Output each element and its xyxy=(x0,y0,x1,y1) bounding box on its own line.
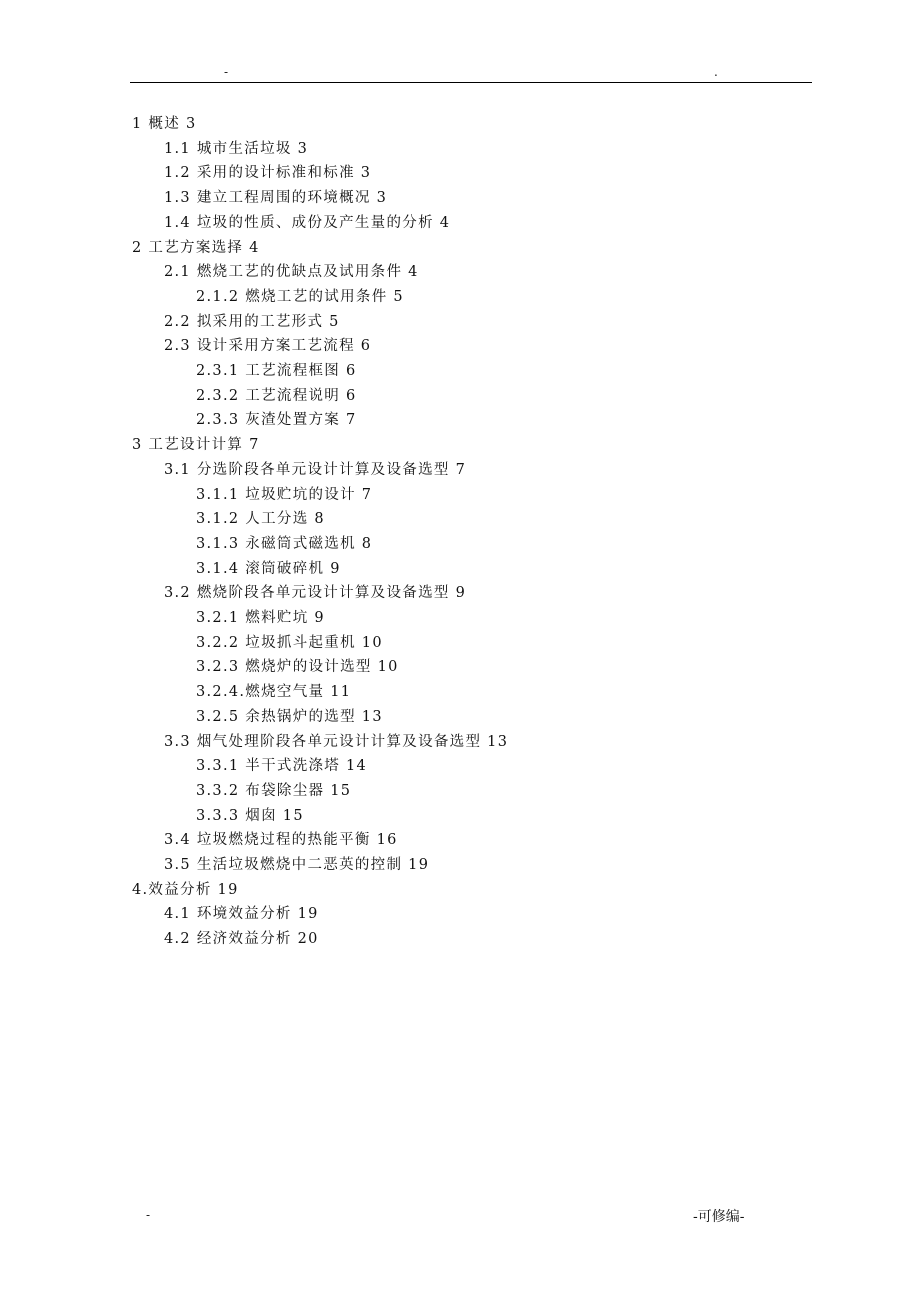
toc-entry[interactable]: 2.3.2 工艺流程说明 6 xyxy=(196,388,357,404)
toc-entry[interactable]: 3.2.1 燃料贮坑 9 xyxy=(196,610,325,626)
toc-entry[interactable]: 3.1.3 永磁筒式磁选机 8 xyxy=(196,536,373,552)
toc-entry[interactable]: 2.1 燃烧工艺的优缺点及试用条件 4 xyxy=(164,264,419,280)
toc-entry[interactable]: 4.1 环境效益分析 19 xyxy=(164,906,319,922)
toc-entry[interactable]: 3.2.4.燃烧空气量 11 xyxy=(196,684,352,700)
toc-entry[interactable]: 3.2.2 垃圾抓斗起重机 10 xyxy=(196,635,383,651)
toc-entry[interactable]: 4.效益分析 19 xyxy=(132,882,239,898)
toc-entry[interactable]: 3 工艺设计计算 7 xyxy=(132,437,260,453)
footer-text-right: -可修编- xyxy=(693,1209,745,1225)
toc-entry[interactable]: 1 概述 3 xyxy=(132,116,197,132)
header-mark-right: . xyxy=(714,65,718,79)
toc-entry[interactable]: 3.2 燃烧阶段各单元设计计算及设备选型 9 xyxy=(164,585,467,601)
toc-entry[interactable]: 3.1.4 滚筒破碎机 9 xyxy=(196,561,341,577)
header-rule xyxy=(130,82,812,83)
toc-entry[interactable]: 3.3 烟气处理阶段各单元设计计算及设备选型 13 xyxy=(164,734,509,750)
toc-entry[interactable]: 2.3.3 灰渣处置方案 7 xyxy=(196,412,357,428)
toc-entry[interactable]: 2.2 拟采用的工艺形式 5 xyxy=(164,314,340,330)
toc-entry[interactable]: 1.3 建立工程周围的环境概况 3 xyxy=(164,190,388,206)
toc-entry[interactable]: 1.1 城市生活垃圾 3 xyxy=(164,141,309,157)
toc-entry[interactable]: 3.2.5 余热锅炉的选型 13 xyxy=(196,709,383,725)
header-mark-left: - xyxy=(224,65,229,79)
toc-entry[interactable]: 1.4 垃圾的性质、成份及产生量的分析 4 xyxy=(164,215,451,231)
toc-entry[interactable]: 3.3.2 布袋除尘器 15 xyxy=(196,783,352,799)
toc-entry[interactable]: 3.4 垃圾燃烧过程的热能平衡 16 xyxy=(164,832,398,848)
toc-entry[interactable]: 3.3.1 半干式洗涤塔 14 xyxy=(196,758,368,774)
footer-mark-left: - xyxy=(146,1208,151,1222)
toc-entry[interactable]: 3.1 分选阶段各单元设计计算及设备选型 7 xyxy=(164,462,467,478)
toc-entry[interactable]: 2.3.1 工艺流程框图 6 xyxy=(196,363,357,379)
toc-entry[interactable]: 3.5 生活垃圾燃烧中二恶英的控制 19 xyxy=(164,857,430,873)
toc-entry[interactable]: 3.1.2 人工分选 8 xyxy=(196,511,325,527)
toc-entry[interactable]: 4.2 经济效益分析 20 xyxy=(164,931,319,947)
toc-entry[interactable]: 3.1.1 垃圾贮坑的设计 7 xyxy=(196,487,373,503)
toc-entry[interactable]: 2.3 设计采用方案工艺流程 6 xyxy=(164,338,372,354)
toc-entry[interactable]: 3.3.3 烟囱 15 xyxy=(196,808,304,824)
toc-entry[interactable]: 3.2.3 燃烧炉的设计选型 10 xyxy=(196,659,399,675)
toc-entry[interactable]: 2 工艺方案选择 4 xyxy=(132,240,260,256)
toc-entry[interactable]: 2.1.2 燃烧工艺的试用条件 5 xyxy=(196,289,404,305)
toc-entry[interactable]: 1.2 采用的设计标准和标准 3 xyxy=(164,165,372,181)
